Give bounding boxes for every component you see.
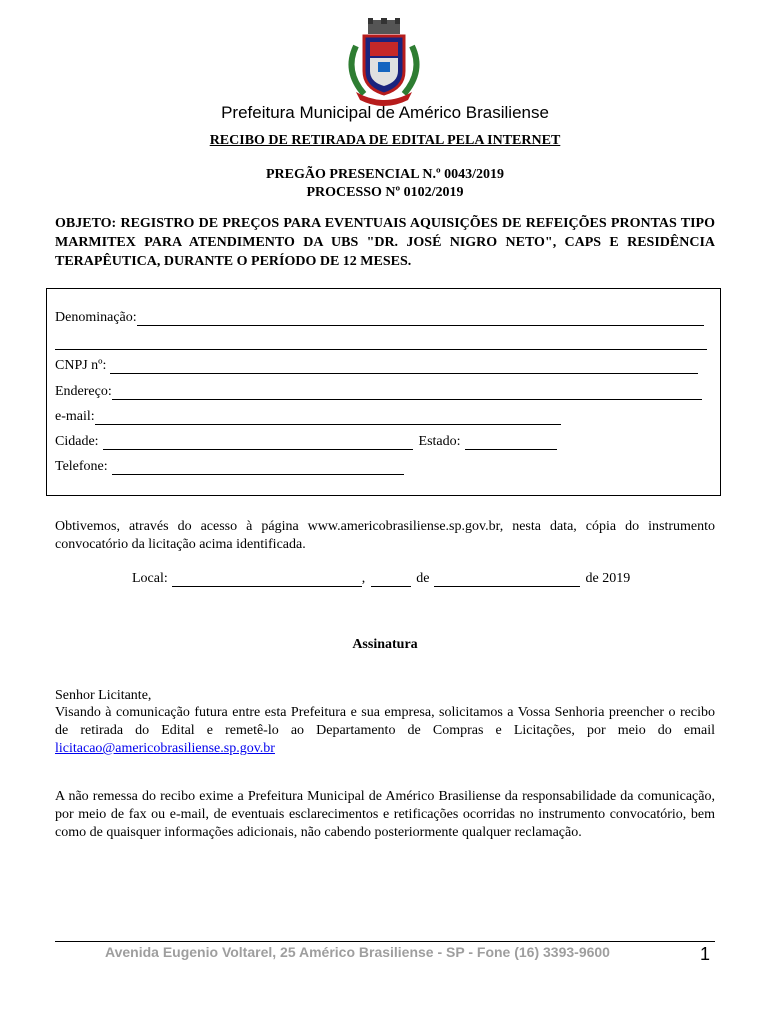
footer-divider <box>55 941 715 942</box>
local-comma: , <box>361 571 366 586</box>
field-cidade-estado <box>55 432 557 450</box>
local-blank[interactable] <box>172 574 362 587</box>
processo-number: PROCESSO Nº 0102/2019 <box>306 185 464 200</box>
year-label: de 2019 <box>585 571 631 586</box>
denominacao-label: Denominação: <box>55 310 137 325</box>
month-blank[interactable] <box>434 574 580 587</box>
cnpj-label: CNPJ nº: <box>55 358 107 373</box>
de-label: de <box>416 571 430 586</box>
instruction-text: Visando à comunicação futura entre esta Prefeitura e sua empresa, solicitamos a Vossa Senhoria preencher o recibo de retirada do Edital e remetê-lo ao Departamento de Compras e Licitações, por meio do email <box>55 705 715 738</box>
email-link[interactable]: licitacao@americobrasiliense.sp.gov.br <box>55 741 275 756</box>
municipal-coat-of-arms <box>334 16 434 106</box>
access-statement: Obtivemos, através do acesso à página www.americobrasiliense.sp.gov.br, nesta data, cópia do instrumento convocatório da licitação acima identificada. <box>55 519 715 552</box>
endereco-line[interactable] <box>112 387 702 400</box>
local-date-line <box>132 569 630 587</box>
estado-line[interactable] <box>465 437 557 450</box>
cidade-line[interactable] <box>103 437 413 450</box>
telefone-line[interactable] <box>112 462 404 475</box>
telefone-label: Telefone: <box>55 459 108 474</box>
signature-label: Assinatura <box>352 637 418 652</box>
email-line[interactable] <box>95 412 561 425</box>
local-label: Local: <box>132 571 168 586</box>
cnpj-line[interactable] <box>110 361 698 374</box>
disclaimer-paragraph: A não remessa do recibo exime a Prefeitura Municipal de Américo Brasiliense da responsabilidade da comunicação, por meio de fax ou e-mail, de eventuais esclarecimentos e retificações ocorridas no instrumento convocatório, bem como de quaisquer informações adicionais, não cabendo posteriormente qualquer reclamação. <box>55 789 715 840</box>
municipality-name: Prefeitura Municipal de Américo Brasiliense <box>221 103 549 122</box>
field-denominacao <box>55 308 704 326</box>
endereco-label: Endereço: <box>55 384 112 399</box>
denominacao-line-2[interactable] <box>55 337 707 350</box>
document-title: RECIBO DE RETIRADA DE EDITAL PELA INTERNET <box>209 133 561 148</box>
greeting: Senhor Licitante, <box>55 688 152 703</box>
field-email <box>55 407 561 425</box>
email-label: e-mail: <box>55 409 95 424</box>
footer-address: Avenida Eugenio Voltarel, 25 Américo Brasiliense - SP - Fone (16) 3393-9600 <box>105 944 610 960</box>
denominacao-line[interactable] <box>137 313 704 326</box>
field-endereco <box>55 382 702 400</box>
page-number: 1 <box>700 944 711 964</box>
field-denominacao-cont <box>55 332 707 350</box>
object-description: OBJETO: REGISTRO DE PREÇOS PARA EVENTUAIS AQUISIÇÕES DE REFEIÇÕES PRONTAS TIPO MARMITEX PARA ATENDIMENTO DA UBS "DR. JOSÉ NIGRO NETO", CAPS E RESIDÊNCIA TERAPÊUTICA, DURANTE O PERÍODO DE 12 MESES. <box>55 216 715 269</box>
field-cnpj <box>55 356 698 374</box>
field-telefone <box>55 457 404 475</box>
pregao-number: PREGÃO PRESENCIAL N.º 0043/2019 <box>266 167 504 182</box>
instruction-paragraph <box>55 704 715 758</box>
day-blank[interactable] <box>371 574 411 587</box>
cidade-label: Cidade: <box>55 434 99 449</box>
estado-label: Estado: <box>418 434 461 449</box>
